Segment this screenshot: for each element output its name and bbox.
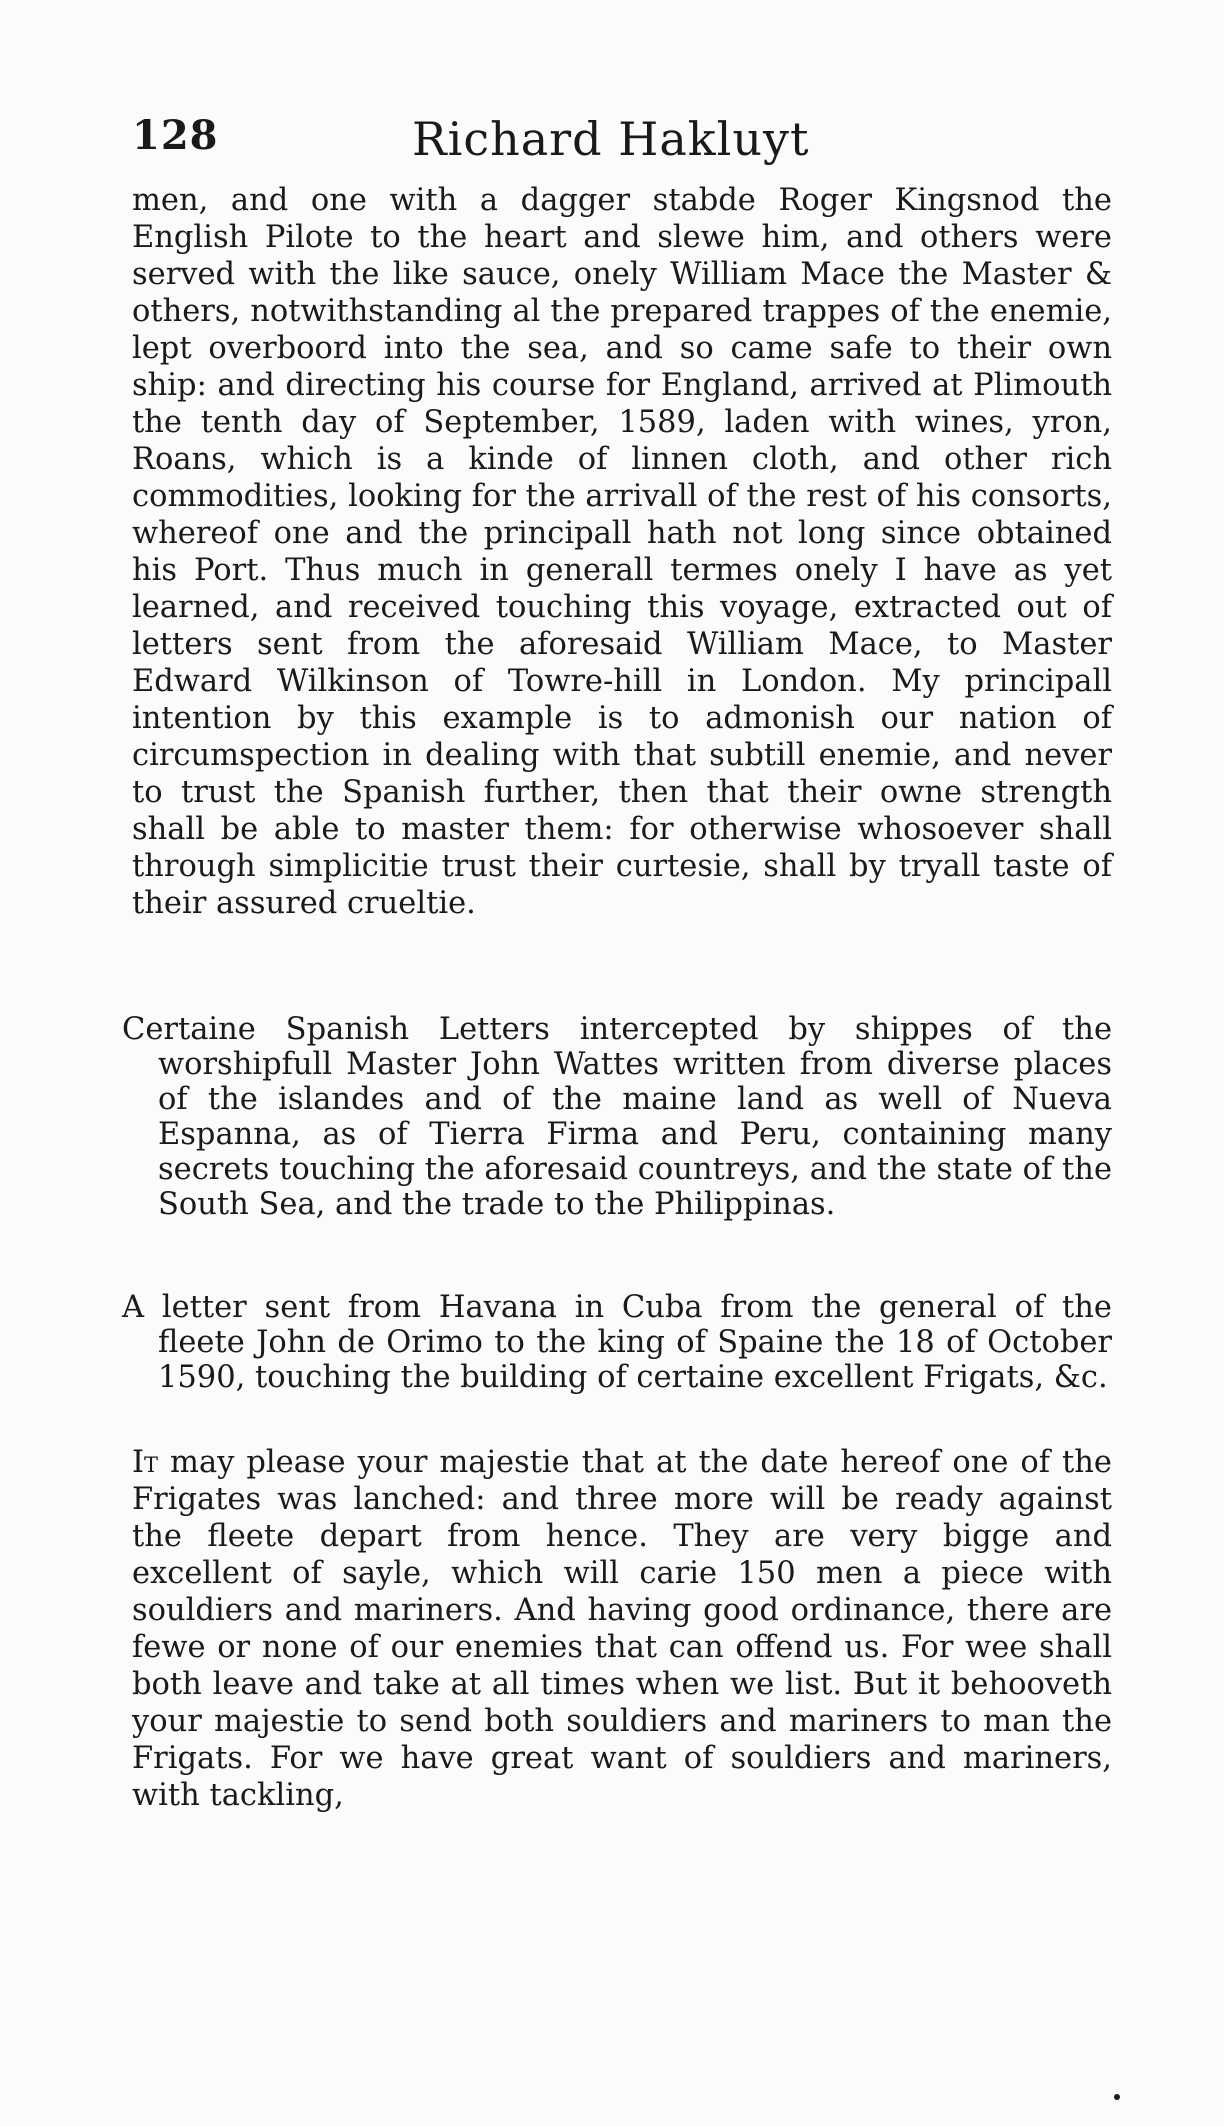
page-number: 128 <box>132 112 219 159</box>
paragraph-lead-word: It <box>132 1445 159 1480</box>
section-heading-spanish-letters: Certaine Spanish Letters intercepted by shippes of the worshipfull Master John Wattes written from diverse places of the islandes and of the maine land as well of Nueva Espanna, as of Tierra Firma and Peru, containing many secrets touching the aforesaid countreys, and the state of the South Sea, and the trade to the Philippinas. <box>122 1012 1112 1222</box>
body-paragraph-1: men, and one with a dagger stabde Roger Kingsnod the English Pilote to the heart and slewe him, and others were served with the like sauce, onely William Mace the Master & others, notwithstanding al the prepared trappes of the enemie, lept overboord into the sea, and so came safe to their own ship: and directing his course for England, arrived at Plimouth the tenth day of September, 1589, laden with wines, yron, Roans, which is a kinde of linnen cloth, and other rich commodities, looking for the arrivall of the rest of his consorts, whereof one and the principall hath not long since obtained his Port. Thus much in generall termes onely I have as yet learned, and received touching this voyage, extracted out of letters sent from the aforesaid William Mace, to Master Edward Wilkinson of Towre-hill in London. My principall intention by this example is to admonish our nation of circumspection in dealing with that subtill enemie, and never to trust the Spanish further, then that their owne strength shall be able to master them: for otherwise whosoever shall through simplicitie trust their curtesie, shall by tryall taste of their assured crueltie. <box>132 183 1112 921</box>
section-heading-havana-letter: A letter sent from Havana in Cuba from the general of the fleete John de Orimo to the king of Spaine the 18 of October 1590, touching the building of certaine excellent Frigats, &c. <box>122 1290 1112 1395</box>
body-paragraph-2 <box>132 1444 1112 1814</box>
running-title: Richard Hakluyt <box>412 112 810 166</box>
ink-speck <box>1114 2094 1120 2100</box>
page-header <box>132 112 1112 172</box>
paragraph-text: may please your majestie that at the date hereof one of the Frigates was lanched: and three more will be ready against the fleete depart from hence. They are very bigge and excellent of sayle, which will carie 150 men a piece with souldiers and mariners. And having good ordinance, there are fewe or none of our enemies that can offend us. For wee shall both leave and take at all times when we list. But it behooveth your majestie to send both souldiers and mariners to man the Frigats. For we have great want of souldiers and mariners, with tackling, <box>132 1445 1112 1813</box>
